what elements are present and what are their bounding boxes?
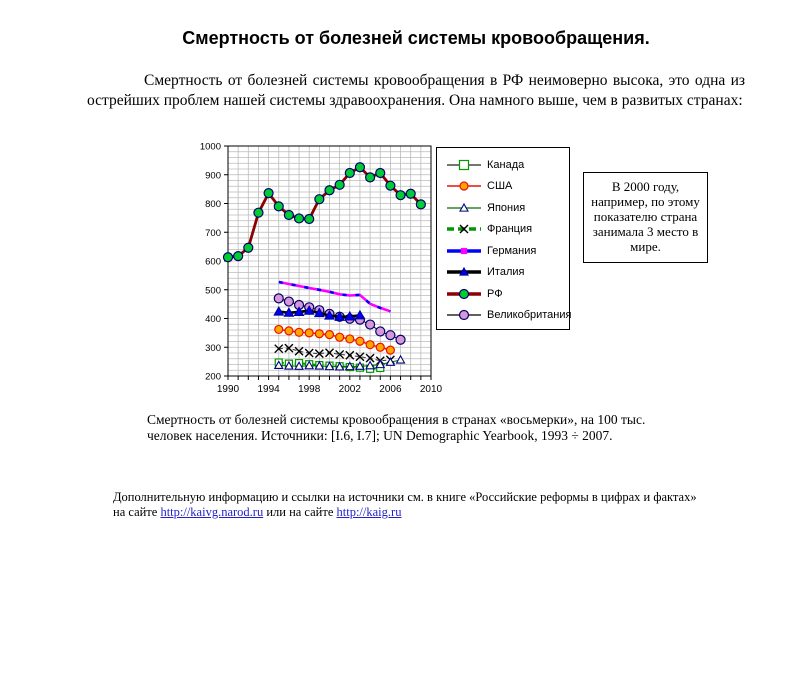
legend-label: Германия bbox=[487, 244, 537, 257]
legend-label: США bbox=[487, 180, 513, 193]
legend-item-italy bbox=[445, 262, 563, 282]
legend-item-germany bbox=[445, 241, 563, 261]
svg-text:900: 900 bbox=[205, 170, 221, 182]
legend-item-japan bbox=[445, 198, 563, 218]
legend-label: Канада bbox=[487, 159, 525, 171]
svg-text:800: 800 bbox=[205, 199, 221, 210]
france-legend-glyph bbox=[445, 222, 483, 236]
footer-link-1[interactable]: http://kaivg.narod.ru bbox=[160, 505, 264, 519]
intro-paragraph: Смертность от болезней системы кровообращения в РФ неимоверно высока, это одна из острейших проблем нашей системы здравоохранения. Она намного выше, чем в развитых странах: bbox=[87, 72, 745, 109]
legend-label: Япония bbox=[487, 201, 526, 214]
svg-text:1000: 1000 bbox=[199, 141, 221, 153]
page-title: Смертность от болезней системы кровообращения. bbox=[182, 28, 650, 48]
legend-label: РФ bbox=[487, 287, 503, 300]
rf-legend-glyph bbox=[445, 287, 483, 301]
uk-legend-glyph bbox=[445, 308, 483, 322]
canada-legend-glyph bbox=[445, 158, 483, 172]
usa-legend-glyph bbox=[445, 179, 483, 193]
footer-note bbox=[113, 490, 705, 520]
svg-text:400: 400 bbox=[205, 314, 221, 325]
svg-text:1998: 1998 bbox=[298, 384, 321, 395]
svg-text:1990: 1990 bbox=[216, 384, 240, 395]
legend-item-uk bbox=[445, 305, 572, 325]
note-box: В 2000 году, например, по этому показателю страна занимала 3 место в мире. bbox=[583, 172, 708, 263]
legend-label: Италия bbox=[487, 266, 525, 279]
series-rf bbox=[224, 163, 426, 262]
footer-text-middle: или на сайте bbox=[263, 505, 337, 519]
legend-item-rf bbox=[445, 284, 563, 304]
legend-label: Франция bbox=[487, 223, 533, 236]
japan-legend-glyph bbox=[445, 201, 483, 215]
svg-text:1994: 1994 bbox=[257, 384, 280, 395]
germany-legend-glyph bbox=[445, 244, 483, 258]
chart-plot bbox=[195, 138, 445, 400]
svg-text:300: 300 bbox=[205, 342, 221, 354]
figure-caption: Смертность от болезней системы кровообращения в странах «восьмерки», на 100 тыс. человек населения. Источники: [I.6, I.7]; UN Demographic Yearbook, 1993 ÷ 2007. bbox=[147, 412, 646, 443]
legend-label: Великобритания bbox=[487, 308, 572, 321]
mortality-chart bbox=[195, 138, 445, 400]
svg-text:2002: 2002 bbox=[338, 384, 361, 395]
svg-text:500: 500 bbox=[205, 285, 221, 297]
svg-text:2006: 2006 bbox=[379, 384, 402, 395]
legend-box bbox=[436, 147, 570, 330]
legend-item-usa bbox=[445, 176, 563, 196]
legend-item-france bbox=[445, 219, 563, 239]
svg-text:2010: 2010 bbox=[419, 384, 443, 395]
svg-text:200: 200 bbox=[205, 371, 221, 383]
italy-legend-glyph bbox=[445, 265, 483, 279]
svg-text:700: 700 bbox=[205, 227, 221, 239]
footer-text-before: Дополнительную информацию и ссылки на источники см. в книге «Российские реформы в цифрах и фактах» на сайте bbox=[113, 490, 697, 519]
legend-item-canada bbox=[445, 155, 563, 175]
footer-link-2[interactable]: http://kaig.ru bbox=[336, 505, 402, 519]
svg-text:600: 600 bbox=[205, 256, 221, 268]
